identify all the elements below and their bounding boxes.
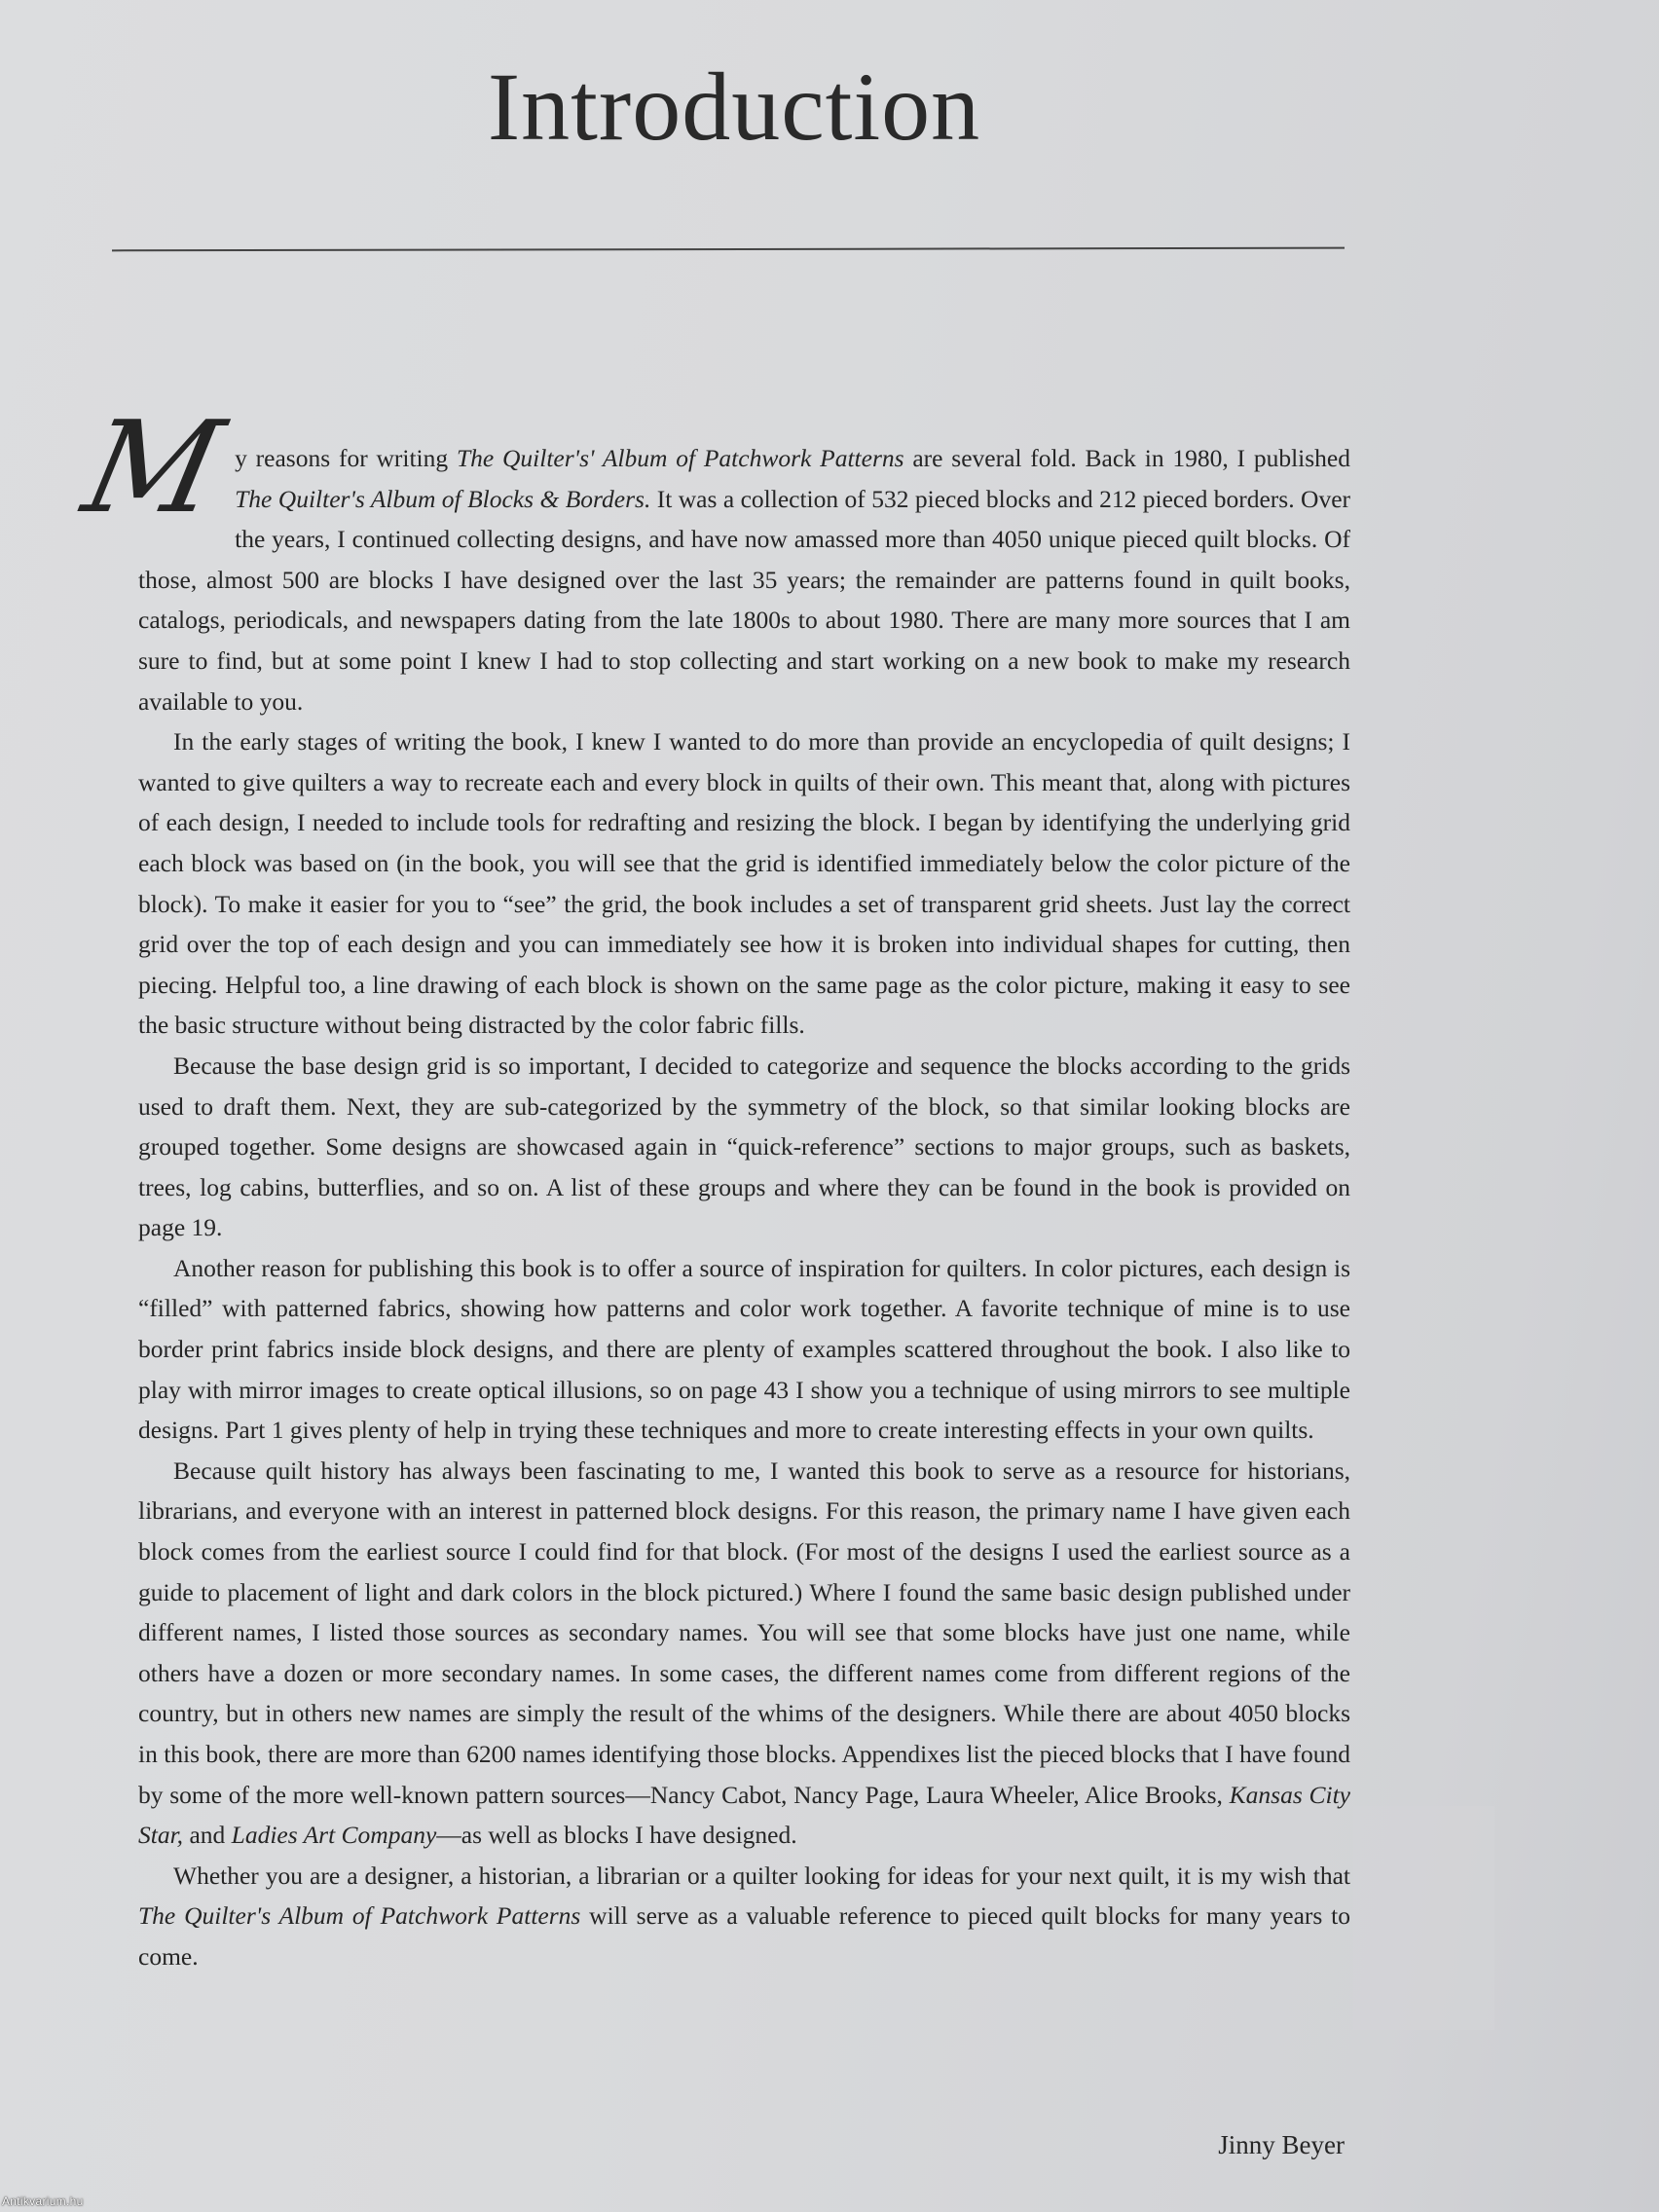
paragraph-text: Because quilt history has always been fascinating to me, I wanted this book to serve as a resource for historians, librarians, and everyone with an interest in patterned block designs. For this reason, the primary name I have given each block comes from the earliest source I could find for that block. (For most of the designs I used the earliest source as a guide to placement of light and dark colors in the block pictured.) Where I found the same basic design published under different names, I listed those sources as secondary names. You will see that some blocks have just one name, while others have a dozen or more secondary names. In some cases, the different names come from different regions of the country, but in others new names are simply the result of the whims of the designers. While there are about 4050 blocks in this book, there are more than 6200 names identifying those blocks. Appendixes list the pieced blocks that I have found by some of the more well-known pattern sources—Nancy Cabot, Nancy Page, Laura Wheeler, Alice Brooks,	[138, 1456, 1350, 1809]
paragraph-text: —as well as blocks I have designed.	[436, 1821, 797, 1850]
paragraph-text: will serve as a valuable reference to pieced quilt blocks for many years to come.	[138, 1901, 1350, 1971]
paragraph-5	[138, 1451, 1350, 1856]
watermark-text: Antikvarium.hu	[2, 2194, 84, 2208]
paragraph-text: and	[183, 1821, 232, 1850]
title-rule	[112, 247, 1345, 252]
italic-title-text: The Quilter's Album of Patchwork Patterns	[138, 1901, 581, 1931]
italic-title-text: The Quilter's' Album of Patchwork Patterns	[456, 444, 904, 472]
italic-title-text: Kansas City Star,	[138, 1780, 1350, 1850]
paragraph-text: Another reason for publishing this book is to offer a source of inspiration for quilters. In color pictures, each design is “filled” with patterned fabrics, showing how patterns and color work together. A favorite technique of mine is to use border print fabrics inside block designs, and there are plenty of examples scattered throughout the book. I also like to play with mirror images to create optical illusions, so on page 43 I show you a technique of using mirrors to see multiple designs. Part 1 gives plenty of help in trying these techniques and more to create interesting effects in your own quilts.	[138, 1253, 1350, 1445]
paragraph-1	[72, 393, 1351, 721]
paragraph-6	[138, 1856, 1350, 1977]
italic-title-text: The Quilter's Album of Blocks & Borders.	[235, 484, 651, 513]
introduction-body	[72, 393, 1351, 1977]
paragraph-text: Whether you are a designer, a historian, a librarian or a quilter looking for ideas for your next quilt, it is my wish that	[173, 1861, 1350, 1890]
paragraph-4	[138, 1248, 1350, 1451]
paragraph-text: y reasons for writing	[235, 444, 457, 472]
paragraph-text: Because the base design grid is so important, I decided to categorize and sequence the blocks according to the grids used to draft them. Next, they are sub-categorized by the symmetry of the block, so that similar looking blocks are grouped together. Some designs are showcased again in “quick-reference” sections to major groups, such as baskets, trees, log cabins, butterflies, and so on. A list of these groups and where they can be found in the book is provided on page 19.	[138, 1051, 1350, 1242]
paragraph-text: It was a collection of 532 pieced blocks and 212 pieced borders. Over the years, I continued collecting designs, and have now amassed more than 4050 unique pieced quilt blocks. Of those, almost 500 are blocks I have designed over the last 35 years; the remainder are patterns found in quilt books, catalogs, periodicals, and newspapers dating from the late 1800s to about 1980. There are many more sources that I am sure to find, but at some point I knew I had to stop collecting and start working on a new book to make my research available to you.	[138, 484, 1351, 716]
italic-title-text: Ladies Art Company	[231, 1821, 437, 1850]
paragraph-3	[138, 1046, 1350, 1248]
paragraph-text: In the early stages of writing the book, I knew I wanted to do more than provide an encyclopedia of quilt designs; I wanted to give quilters a way to recreate each and every block in quilts of their own. This meant that, along with pictures of each design, I needed to include tools for redrafting and resizing the block. I began by identifying the underlying grid each block was based on (in the book, you will see that the grid is identified immediately below the color picture of the block). To make it easier for you to “see” the grid, the book includes a set of transparent grid sheets. Just lay the correct grid over the top of each design and you can immediately see how it is broken into individual shapes for cutting, then piecing. Helpful too, a line drawing of each block is shown on the same page as the color picture, making it easy to see the basic structure without being distracted by the color fabric fills.	[138, 727, 1350, 1040]
drop-cap: M	[72, 393, 235, 541]
author-signature: Jinny Beyer	[1218, 2130, 1345, 2159]
paragraph-2	[138, 721, 1350, 1046]
page-title: Introduction	[487, 53, 981, 161]
paragraph-text: are several fold. Back in 1980, I published	[903, 444, 1350, 472]
show-through-box	[1353, 1806, 1494, 2030]
